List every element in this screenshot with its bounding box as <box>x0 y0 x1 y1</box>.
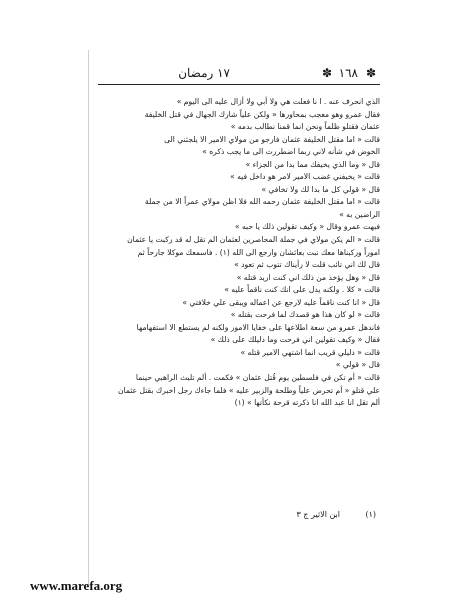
watermark: www.marefa.org <box>30 578 123 593</box>
text-line: الذي انحرف عنه . ا نا فعلت هي ولا أبي ولا أزال عليه الى اليوم » <box>176 97 380 106</box>
text-line: قالت « أم تكن في فلسطين يوم قُتل عثمان » فكمت . ألم تلبث الراهبي حينما <box>135 373 380 383</box>
text-line: قال « انا كنت ناقماً عليه لارجع عن اعماله ويبقى علي خلافتي » <box>182 297 380 307</box>
text-line: قالت « لو كان هذا هو قصدك لما فرحت بقتله » <box>230 310 380 320</box>
text-line: الراضين به » <box>339 209 380 219</box>
footnote-text: ابن الاثير ج ٣ <box>296 510 340 519</box>
text-line: قال لك اني تائب قلت لا رأيناك تتوب ثم تعود » <box>234 260 380 270</box>
footnote-mark: (١) <box>365 510 376 519</box>
text-line: قالت « يخيفني غضب الامير لامر هو داخل فيه » <box>230 172 380 182</box>
header-rule <box>98 84 380 85</box>
text-line: قال « قولي » <box>335 360 380 370</box>
text-line: قالت « كلا . ولكنه يدل على انك كنت ناقماً عليه » <box>224 285 380 295</box>
body-text <box>102 96 380 410</box>
text-line: فقال « وكيف تقولين اني فرحت وما دليلك على ذلك » <box>210 335 380 345</box>
text-line: فبهت عمرو وقال « وكيف تقولين ذلك يا حبه » <box>234 222 380 232</box>
text-line: فاندهل عمرو من سعة اطلاعها على خفايا الامور ولكنه لم يستطع الا استفهامها <box>136 322 380 332</box>
text-line: قال « وما الذي يخيفك مما بدا من الجزاء » <box>245 159 380 169</box>
text-line: قالت « دليلي قريب انما اشتهي الامير قتله » <box>240 347 380 357</box>
text-line: اموراً وركبناها معك نبت بعائشان وارجع الى الله (١) . فاسمعك موكلا جارحاً ثم <box>137 247 380 257</box>
text-line: قالت « الم يكن مولاي في جملة المحاصرين لعثمان الم تقل له قد ركبت يا عثمان <box>127 235 380 245</box>
ornament-left-icon: ✽ <box>321 66 332 80</box>
text-line: قال « وهل يؤخذ من ذلك اني كنت اريد قتله » <box>236 272 380 282</box>
page-number: ١٦٨ <box>338 66 358 80</box>
text-line: عثمان فقتلو ظلماً ونحن انما قمنا نطالب بدمه » <box>230 122 380 132</box>
footnote <box>98 510 380 524</box>
running-title: ١٧ رمضان <box>178 66 230 80</box>
text-line: قالت « اما مقتل الخليفة عثمان رحمه الله فلا اظن مولاي عمراً الا من جملة <box>144 197 380 207</box>
text-line: علي قتلو « أم تحرض علياً وطلحة والزبير عليه » فلما جاءك رجل اخبرك بقتل عثمان <box>117 385 380 395</box>
text-line: فقال عمرو وهو معجب بمحاورها « ولكن علياً شارك الجهال في قتل الخليفة <box>144 109 380 119</box>
text-line: قالت « اما مقتل الخليفة عثمان فارجو من مولاي الامير الا يلجئني الى <box>164 134 380 144</box>
text-line: الخوض في شأنه لاني ربما اضطررت الى ما يجب ذكره » <box>202 147 380 157</box>
text-line: ألم تقل انا عبد الله انا ذكرته قرحة نكأتها » (١) <box>234 398 380 408</box>
text-line: قال « قولي كل ما بدا لك ولا تخافي » <box>261 184 380 194</box>
ornament-right-icon: ✽ <box>365 66 376 80</box>
